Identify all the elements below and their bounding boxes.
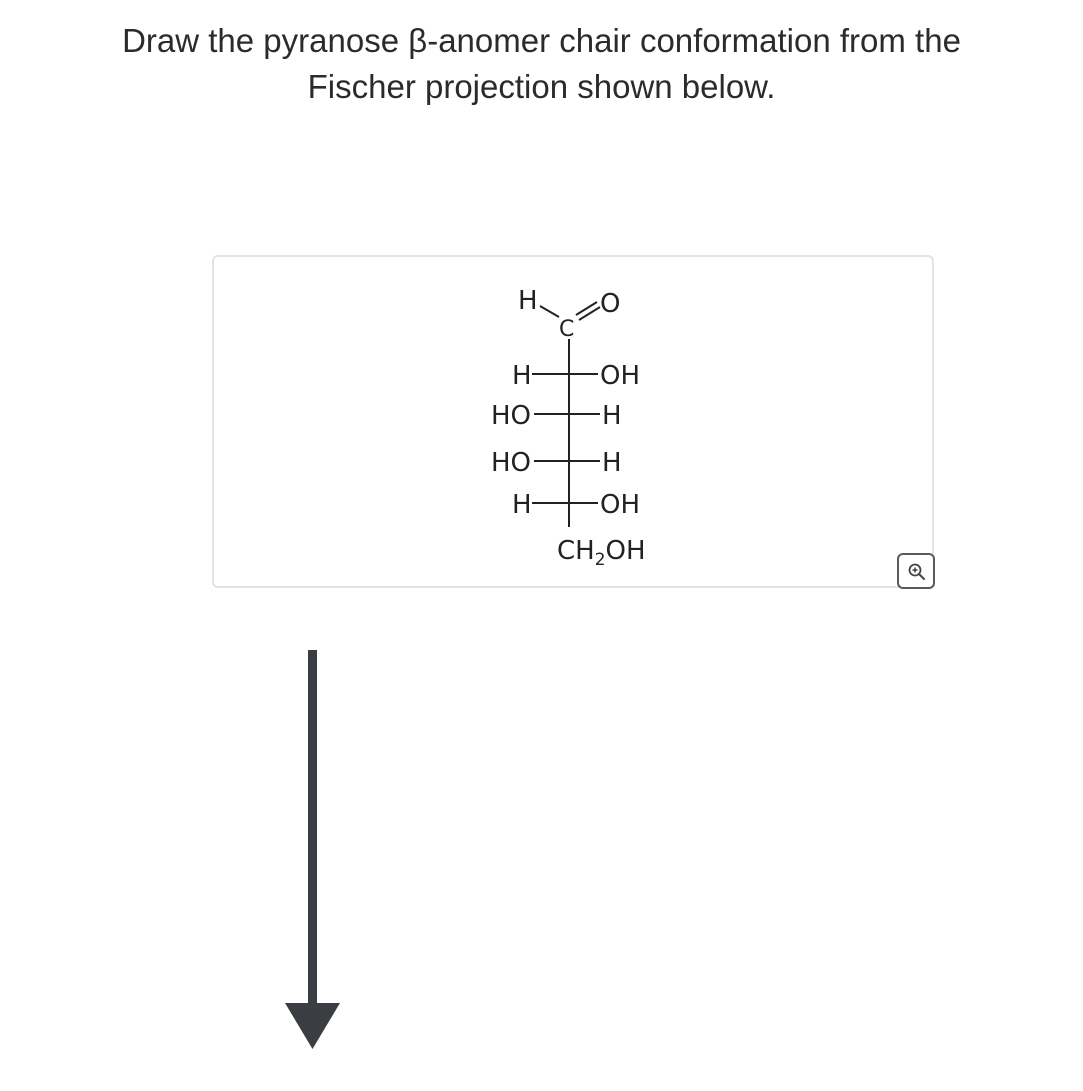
aldehyde-h-bond xyxy=(540,306,559,317)
row3-right-label: H xyxy=(602,448,622,478)
row2-right-label: H xyxy=(602,401,622,431)
zoom-in-icon xyxy=(907,562,927,582)
row4-right-label: OH xyxy=(600,490,641,520)
fischer-projection-card xyxy=(212,255,934,588)
question-line-2: Fischer projection shown below. xyxy=(307,68,776,105)
row1-left-label: H xyxy=(512,361,532,391)
fischer-projection-diagram xyxy=(214,257,932,586)
row3-left-label: HO xyxy=(491,448,532,478)
question-prompt xyxy=(0,18,1083,110)
row2-left-label: HO xyxy=(491,401,532,431)
carbonyl-oxygen-label: O xyxy=(600,289,621,319)
ch2oh-prefix: CH xyxy=(557,536,595,566)
down-arrow-icon xyxy=(282,648,342,1053)
zoom-in-button[interactable] xyxy=(897,553,935,589)
carbonyl-double-bond-b xyxy=(579,307,600,320)
question-line-1: Draw the pyranose β-anomer chair conformation from the xyxy=(122,22,961,59)
aldehyde-h-label: H xyxy=(518,286,538,316)
row1-right-label: OH xyxy=(600,361,641,391)
ch2oh-suffix: OH xyxy=(605,536,646,566)
row4-left-label: H xyxy=(512,490,532,520)
carbonyl-carbon-label: C xyxy=(559,317,575,342)
carbonyl-double-bond-a xyxy=(576,302,597,315)
ch2oh-label xyxy=(557,536,646,570)
ch2oh-subscript: 2 xyxy=(594,550,606,570)
